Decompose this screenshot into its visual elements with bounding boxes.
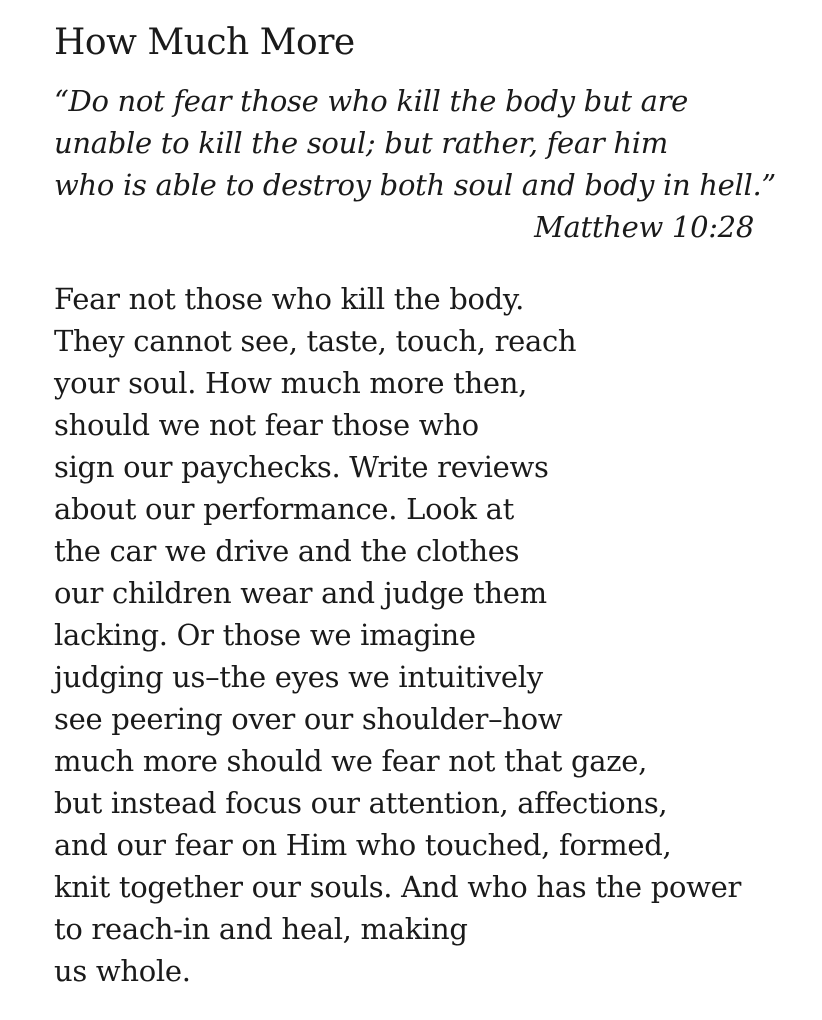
poem-line: judging us–the eyes we intuitively	[54, 660, 543, 694]
poem-body	[54, 278, 794, 992]
poem-line: They cannot see, taste, touch, reach	[54, 324, 577, 358]
poem-line: should we not fear those who	[54, 408, 479, 442]
poem-line: the car we drive and the clothes	[54, 534, 520, 568]
poem-line: sign our paychecks. Write reviews	[54, 450, 549, 484]
poem-line: to reach-in and heal, making	[54, 912, 468, 946]
poem-line: about our performance. Look at	[54, 492, 514, 526]
page-title: How Much More	[54, 22, 355, 63]
epigraph-line: “Do not fear those who kill the body but are	[54, 84, 689, 118]
poem-page	[54, 20, 794, 992]
poem-line: much more should we fear not that gaze,	[54, 744, 648, 778]
poem-line: knit together our souls. And who has the power	[54, 870, 742, 904]
poem-line: our children wear and judge them	[54, 576, 547, 610]
poem-line: and our fear on Him who touched, formed,	[54, 828, 672, 862]
poem-line: but instead focus our attention, affections,	[54, 786, 668, 820]
poem-line: lacking. Or those we imagine	[54, 618, 476, 652]
poem-line: see peering over our shoulder–how	[54, 702, 563, 736]
poem-line: us whole.	[54, 954, 191, 988]
poem-line: your soul. How much more then,	[54, 366, 528, 400]
epigraph	[54, 80, 794, 248]
epigraph-citation: Matthew 10:28	[534, 210, 754, 244]
epigraph-line: who is able to destroy both soul and body in hell.”	[54, 168, 776, 202]
epigraph-line: unable to kill the soul; but rather, fear him	[54, 126, 668, 160]
poem-line: Fear not those who kill the body.	[54, 282, 525, 316]
